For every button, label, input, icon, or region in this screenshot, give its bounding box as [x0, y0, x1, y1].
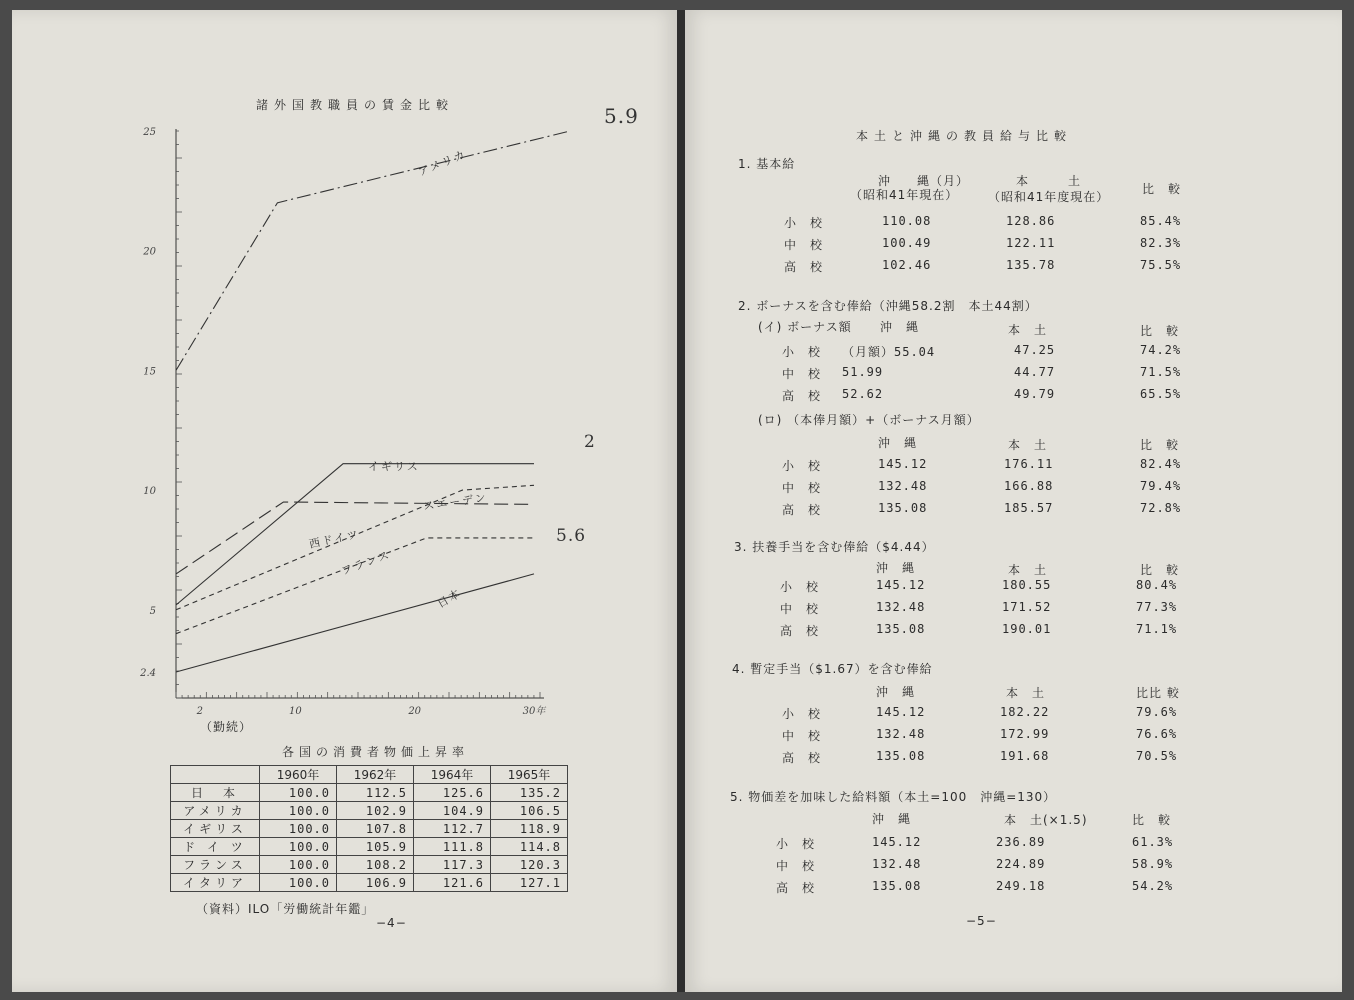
ratio-value: 71.5% — [1140, 365, 1182, 379]
row-label: 小 校 — [782, 345, 822, 359]
consumer-price-table — [170, 765, 568, 892]
col-ratio: 比比 較 — [1136, 686, 1180, 700]
col-ratio: 比 較 — [1142, 182, 1182, 196]
mainland-value: 176.11 — [1004, 457, 1054, 471]
value-cell: 104.9 — [414, 802, 491, 820]
mainland-value: 185.57 — [1004, 501, 1054, 515]
value-cell: 135.2 — [491, 784, 568, 802]
country-cell: ド イ ツ — [171, 838, 260, 856]
row-label: 小 校 — [784, 216, 824, 230]
row-label: 中 校 — [780, 602, 820, 616]
mainland-value: 135.78 — [1006, 258, 1056, 272]
mainland-value: 190.01 — [1002, 622, 1052, 636]
section-1-heading: 1. 基本給 — [738, 157, 796, 171]
mainland-value: 224.89 — [996, 857, 1046, 871]
row-label: 中 校 — [776, 859, 816, 873]
mainland-value: 44.77 — [1014, 365, 1056, 379]
value-cell: 100.0 — [260, 802, 337, 820]
ratio-value: 79.6% — [1136, 705, 1178, 719]
y-tick-label: 15 — [143, 366, 156, 378]
mainland-value: 47.25 — [1014, 343, 1056, 357]
table-header-cell: 1964年 — [414, 766, 491, 784]
value-cell: 100.0 — [260, 820, 337, 838]
x-axis-label: （勤続） — [200, 720, 253, 734]
row-label: 中 校 — [782, 367, 822, 381]
y-tick-label: 25 — [143, 127, 156, 138]
okinawa-value: 135.08 — [876, 622, 926, 636]
okinawa-value: 135.08 — [876, 749, 926, 763]
col-ratio: 比 較 — [1140, 324, 1180, 338]
okinawa-value: 52.62 — [842, 387, 884, 401]
table-header-cell: 1965年 — [491, 766, 568, 784]
x-tick-label: 10 — [288, 706, 302, 717]
value-cell: 112.7 — [414, 820, 491, 838]
value-cell: 121.6 — [414, 874, 491, 892]
ratio-value: 79.4% — [1140, 479, 1182, 493]
row-label: 小 校 — [782, 459, 822, 473]
y-tick-label: 20 — [143, 246, 156, 258]
col-mainland: 本 土 — [1008, 563, 1048, 577]
country-cell: フランス — [171, 856, 260, 874]
y-tick-label: 5 — [149, 605, 156, 617]
col-okinawa: 沖 縄 — [872, 812, 912, 826]
table-header-cell: 1960年 — [260, 766, 337, 784]
row-label: 高 校 — [776, 881, 816, 895]
right-page-number: −5− — [966, 914, 997, 928]
section-3-heading: 3. 扶養手当を含む俸給（$4.44） — [734, 540, 935, 554]
table-row — [171, 820, 568, 838]
okinawa-value: 132.48 — [876, 727, 926, 741]
wage-comparison-chart — [0, 0, 678, 760]
table-row — [171, 784, 568, 802]
col-okinawa-date: （昭和41年現在） — [850, 188, 959, 202]
col-mainland: 本 土 — [1006, 686, 1046, 700]
row-label: 高 校 — [780, 624, 820, 638]
ratio-value: 74.2% — [1140, 343, 1182, 357]
series-line-アメリカ — [176, 132, 568, 371]
value-cell: 118.9 — [491, 820, 568, 838]
value-cell: 102.9 — [337, 802, 414, 820]
left-page-number: −4− — [376, 916, 407, 930]
mainland-value: 236.89 — [996, 835, 1046, 849]
value-cell: 106.5 — [491, 802, 568, 820]
series-label: スエーデン — [422, 491, 489, 513]
row-label: 小 校 — [780, 580, 820, 594]
value-cell: 106.9 — [337, 874, 414, 892]
value-cell: 108.2 — [337, 856, 414, 874]
table-header-row — [171, 766, 568, 784]
table-header-cell — [171, 766, 260, 784]
handwritten-note-3: 5.6 — [556, 526, 587, 546]
price-table-title: 各国の消費者物価上昇率 — [282, 745, 470, 759]
ratio-value: 80.4% — [1136, 578, 1178, 592]
value-cell: 111.8 — [414, 838, 491, 856]
row-label: 高 校 — [782, 389, 822, 403]
col-okinawa: 沖 縄 — [876, 685, 916, 699]
ratio-value: 54.2% — [1132, 879, 1174, 893]
col-okinawa: 沖 縄 — [880, 320, 920, 334]
okinawa-value: 132.48 — [872, 857, 922, 871]
mainland-value: 249.18 — [996, 879, 1046, 893]
value-cell: 107.8 — [337, 820, 414, 838]
value-cell: 112.5 — [337, 784, 414, 802]
okinawa-value: 51.99 — [842, 365, 884, 379]
ratio-value: 76.6% — [1136, 727, 1178, 741]
x-tick-label: 2 — [196, 706, 204, 717]
okinawa-value: 100.49 — [882, 236, 932, 250]
value-cell: 100.0 — [260, 784, 337, 802]
handwritten-note-2: 2 — [584, 432, 596, 452]
x-tick-label: 30年 — [522, 706, 546, 717]
col-mainland: 本 土 — [1008, 323, 1048, 337]
value-cell: 100.0 — [260, 874, 337, 892]
section-2-heading: 2. ボーナスを含む俸給（沖縄58.2割 本土44割） — [738, 299, 1038, 313]
value-cell: 100.0 — [260, 838, 337, 856]
ratio-value: 65.5% — [1140, 387, 1182, 401]
value-cell: 125.6 — [414, 784, 491, 802]
series-line-日本 — [176, 574, 534, 672]
row-label: 高 校 — [782, 751, 822, 765]
section-2a-label: (イ) ボーナス額 — [758, 320, 852, 334]
ratio-value: 70.5% — [1136, 749, 1178, 763]
row-label: 高 校 — [782, 503, 822, 517]
okinawa-value: 145.12 — [872, 835, 922, 849]
table-row — [171, 838, 568, 856]
okinawa-value: 135.08 — [878, 501, 928, 515]
ratio-value: 61.3% — [1132, 835, 1174, 849]
country-cell: イタリア — [171, 874, 260, 892]
series-label: フランス — [339, 547, 393, 578]
col-ratio: 比 較 — [1140, 563, 1180, 577]
section-2b-label: (ロ) （本俸月額）+（ボーナス月額） — [758, 413, 980, 427]
col-okinawa: 沖 縄 — [876, 561, 916, 575]
mainland-value: 171.52 — [1002, 600, 1052, 614]
row-label: 中 校 — [782, 481, 822, 495]
okinawa-value: （月額）55.04 — [842, 345, 936, 359]
okinawa-value: 102.46 — [882, 258, 932, 272]
mainland-value: 182.22 — [1000, 705, 1050, 719]
ratio-value: 75.5% — [1140, 258, 1182, 272]
okinawa-value: 132.48 — [878, 479, 928, 493]
country-cell: アメリカ — [171, 802, 260, 820]
value-cell: 127.1 — [491, 874, 568, 892]
country-cell: 日 本 — [171, 784, 260, 802]
series-label: 日本 — [435, 586, 465, 611]
y-tick-label: 2.4 — [140, 668, 156, 679]
col-okinawa: 沖 縄 — [878, 436, 918, 450]
okinawa-value: 145.12 — [878, 457, 928, 471]
mainland-value: 191.68 — [1000, 749, 1050, 763]
row-label: 中 校 — [782, 729, 822, 743]
ratio-value: 58.9% — [1132, 857, 1174, 871]
ratio-value: 77.3% — [1136, 600, 1178, 614]
col-ratio: 比 較 — [1140, 438, 1180, 452]
table-header-cell: 1962年 — [337, 766, 414, 784]
chart-title: 諸外国教職員の賃金比較 — [256, 98, 455, 112]
book-gutter — [677, 10, 685, 992]
ratio-value: 82.3% — [1140, 236, 1182, 250]
value-cell: 117.3 — [414, 856, 491, 874]
col-mainland: 本 土 — [1008, 438, 1048, 452]
ratio-value: 85.4% — [1140, 214, 1182, 228]
okinawa-value: 110.08 — [882, 214, 932, 228]
mainland-value: 128.86 — [1006, 214, 1056, 228]
series-label: アメリカ — [416, 147, 469, 179]
okinawa-value: 135.08 — [872, 879, 922, 893]
ratio-value: 72.8% — [1140, 501, 1182, 515]
x-tick-label: 20 — [408, 706, 422, 717]
row-label: 高 校 — [784, 260, 824, 274]
value-cell: 120.3 — [491, 856, 568, 874]
mainland-value: 122.11 — [1006, 236, 1056, 250]
mainland-value: 180.55 — [1002, 578, 1052, 592]
right-page-title: 本土と沖縄の教員給与比較 — [856, 129, 1073, 143]
col-ratio: 比 較 — [1132, 813, 1172, 827]
row-label: 小 校 — [776, 837, 816, 851]
series-line-フランス — [176, 538, 534, 634]
y-tick-label: 10 — [143, 486, 156, 498]
series-label: 西ドイツ — [307, 527, 361, 551]
okinawa-value: 145.12 — [876, 578, 926, 592]
table-row — [171, 802, 568, 820]
table-row — [171, 874, 568, 892]
table-source: （資料）ILO「労働統計年鑑」 — [196, 902, 375, 916]
table-row — [171, 856, 568, 874]
value-cell: 100.0 — [260, 856, 337, 874]
value-cell: 114.8 — [491, 838, 568, 856]
country-cell: イギリス — [171, 820, 260, 838]
row-label: 中 校 — [784, 238, 824, 252]
series-label: イギリス — [368, 460, 420, 473]
col-okinawa: 沖 縄（月） — [878, 174, 970, 188]
okinawa-value: 145.12 — [876, 705, 926, 719]
mainland-value: 49.79 — [1014, 387, 1056, 401]
col-mainland-date: （昭和41年度現在） — [988, 190, 1110, 204]
row-label: 小 校 — [782, 707, 822, 721]
mainland-value: 172.99 — [1000, 727, 1050, 741]
value-cell: 105.9 — [337, 838, 414, 856]
col-mainland: 本 土 — [1016, 174, 1082, 188]
handwritten-note-1: 5.9 — [604, 104, 639, 128]
ratio-value: 71.1% — [1136, 622, 1178, 636]
mainland-value: 166.88 — [1004, 479, 1054, 493]
col-mainland: 本 土(×1.5) — [1004, 813, 1088, 827]
section-5-heading: 5. 物価差を加味した給料額（本土=100 沖縄=130） — [730, 790, 1057, 804]
section-4-heading: 4. 暫定手当（$1.67）を含む俸給 — [732, 662, 933, 676]
okinawa-value: 132.48 — [876, 600, 926, 614]
ratio-value: 82.4% — [1140, 457, 1182, 471]
